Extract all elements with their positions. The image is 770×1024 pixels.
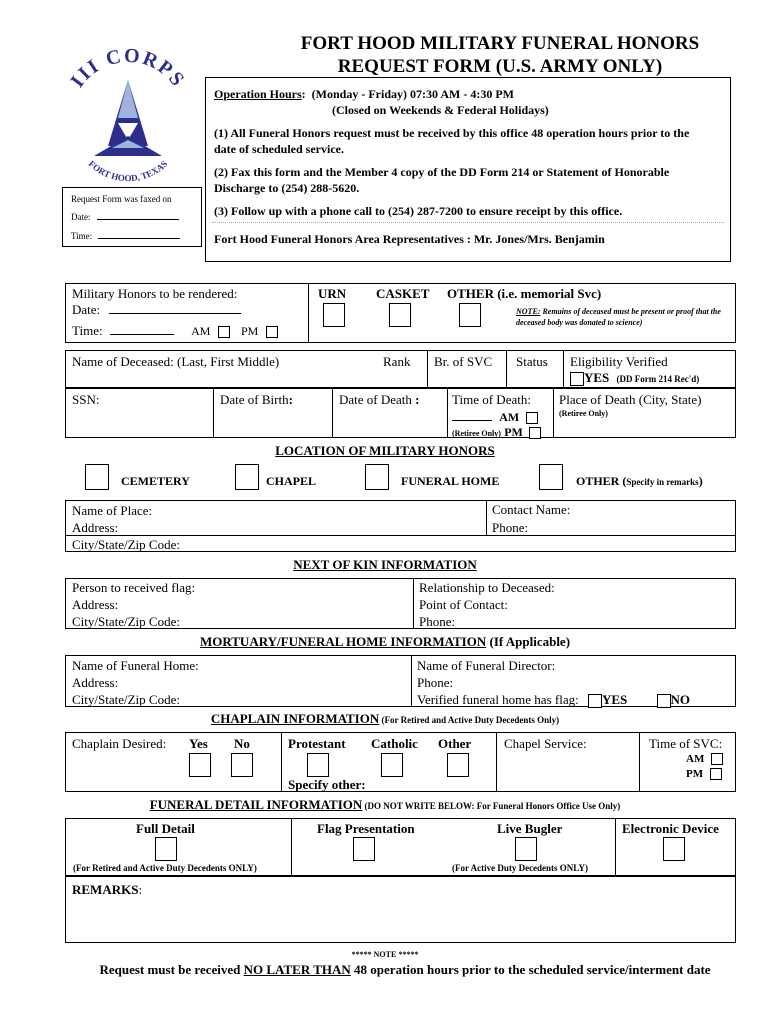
flag-yes-label: YES xyxy=(601,692,628,707)
fax-time-row xyxy=(71,231,180,241)
honors-date-row xyxy=(72,302,241,318)
other-checkbox[interactable] xyxy=(459,303,481,327)
contact-phone-label: Phone: xyxy=(492,520,529,535)
protestant-label: Protestant xyxy=(288,736,346,751)
nok-poc-label: Point of Contact: xyxy=(419,597,508,612)
chaplain-desired-label: Chaplain Desired: xyxy=(72,736,167,751)
instruction-3: (3) Follow up with a phone call to (254) 287-7200 to ensure receipt by this office. xyxy=(214,204,623,218)
instruction-2: (2) Fax this form and the Member 4 copy of the DD Form 214 or Statement of Honorable Discharge to (254) 288-5620. xyxy=(214,165,670,195)
op-hours-value: (Monday - Friday) 07:30 AM - 4:30 PM xyxy=(311,87,514,101)
honors-time-field[interactable] xyxy=(110,334,174,335)
live-bugler-checkbox[interactable] xyxy=(515,837,537,861)
fax-date-label: Date: xyxy=(71,212,91,222)
svc-am-checkbox[interactable] xyxy=(711,753,723,765)
time-of-svc-label: Time of SVC: xyxy=(649,736,723,751)
remarks-box[interactable] xyxy=(65,876,736,943)
footer-note: ***** NOTE ***** xyxy=(351,950,419,959)
eligibility-yes-label: YES xyxy=(584,370,610,385)
flag-verified-row xyxy=(417,691,690,708)
chaplain-no-label: No xyxy=(234,736,250,751)
remains-note xyxy=(516,306,731,328)
eligibility-yes-checkbox[interactable] xyxy=(570,372,584,386)
logo-bottom-text: FORT HOOD, TEXAS xyxy=(86,158,170,184)
nok-city-label: City/State/Zip Code: xyxy=(72,614,180,629)
remains-note-text: Remains of deceased must be present or proof that the deceased body was donated to science) xyxy=(516,307,721,327)
instruction-1: (1) All Funeral Honors request must be received by this office 48 operation hours prior to the date of scheduled service. xyxy=(214,126,690,156)
full-detail-label: Full Detail xyxy=(136,821,195,836)
remarks-label: REMARKS: xyxy=(72,882,143,897)
honors-time-row xyxy=(72,323,278,339)
place-city-label: City/State/Zip Code: xyxy=(72,537,180,552)
contact-name-label: Contact Name: xyxy=(492,502,571,517)
area-representatives: Fort Hood Funeral Honors Area Representatives : Mr. Jones/Mrs. Benjamin xyxy=(214,232,605,246)
funeral-home-address-label: Address: xyxy=(72,675,119,690)
tod-field[interactable] xyxy=(452,420,492,421)
title-line-2: REQUEST FORM (U.S. ARMY ONLY) xyxy=(337,56,663,77)
fax-box-title: Request Form was faxed on xyxy=(71,194,172,204)
chaplain-yes-checkbox[interactable] xyxy=(189,753,211,777)
honors-pm-label: PM xyxy=(240,324,259,338)
funeral-director-label: Name of Funeral Director: xyxy=(417,658,556,673)
protestant-checkbox[interactable] xyxy=(307,753,329,777)
svc-pm-label: PM xyxy=(686,768,704,780)
funeral-home-city-label: City/State/Zip Code: xyxy=(72,692,180,707)
svc-am-label: AM xyxy=(686,753,705,765)
remains-note-label: NOTE: xyxy=(516,307,541,316)
flag-presentation-label: Flag Presentation xyxy=(317,821,415,836)
nok-relationship-label: Relationship to Deceased: xyxy=(419,580,555,595)
flag-no-label: NO xyxy=(670,692,691,707)
honors-pm-checkbox[interactable] xyxy=(266,326,278,338)
full-detail-note: (For Retired and Active Duty Decedents ONLY) xyxy=(73,863,257,873)
iii-corps-logo xyxy=(58,48,198,188)
place-address-label: Address: xyxy=(72,520,119,535)
chaplain-other-checkbox[interactable] xyxy=(447,753,469,777)
electronic-device-checkbox[interactable] xyxy=(663,837,685,861)
title-line-1: FORT HOOD MILITARY FUNERAL HONORS xyxy=(300,33,700,54)
honors-label: Military Honors to be rendered: xyxy=(72,286,238,301)
deceased-row-1 xyxy=(65,350,736,388)
cemetery-label: CEMETERY xyxy=(121,474,190,488)
funeral-home-phone-label: Phone: xyxy=(417,675,454,690)
full-detail-checkbox[interactable] xyxy=(155,837,177,861)
funeral-home-name-label: Name of Funeral Home: xyxy=(72,658,199,673)
chaplain-heading: CHAPLAIN INFORMATION (For Retired and Active Duty Decedents Only) xyxy=(210,711,560,726)
chapel-checkbox[interactable] xyxy=(235,464,259,490)
nok-person-label: Person to received flag: xyxy=(72,580,196,595)
flag-verified-label: Verified funeral home has flag: xyxy=(417,692,579,707)
flag-presentation-checkbox[interactable] xyxy=(353,837,375,861)
pod-note: (Retiree Only) xyxy=(559,409,608,418)
mortuary-heading: MORTUARY/FUNERAL HOME INFORMATION (If Applicable) xyxy=(199,634,571,649)
tod-label: Time of Death: xyxy=(452,392,531,407)
cemetery-checkbox[interactable] xyxy=(85,464,109,490)
funeral-home-checkbox[interactable] xyxy=(365,464,389,490)
dob-label: Date of Birth: xyxy=(220,392,293,407)
flag-yes-checkbox[interactable] xyxy=(588,694,602,708)
honors-time-label: Time: xyxy=(72,323,103,338)
tod-am-checkbox[interactable] xyxy=(526,412,538,424)
footer-deadline: Request must be received NO LATER THAN 48 operation hours prior to the scheduled service/interment date xyxy=(99,962,711,977)
nok-address-label: Address: xyxy=(72,597,119,612)
chaplain-table xyxy=(65,732,736,792)
casket-label: CASKET xyxy=(376,286,430,301)
tod-am-row xyxy=(452,409,538,425)
deceased-row-2 xyxy=(65,388,736,438)
specify-other-label: Specify other: xyxy=(288,777,366,792)
honors-am-label: AM xyxy=(191,324,211,338)
fax-date-row xyxy=(71,212,179,222)
urn-label: URN xyxy=(318,286,347,301)
location-other-label: OTHER (Specify in remarks) xyxy=(576,474,703,488)
location-table xyxy=(65,500,736,552)
eligibility-label: Eligibility Verified xyxy=(570,354,668,369)
tod-am-label: AM xyxy=(499,410,520,424)
location-other-checkbox[interactable] xyxy=(539,464,563,490)
svc-am-row xyxy=(686,753,723,765)
funeral-home-label: FUNERAL HOME xyxy=(401,474,500,488)
divider xyxy=(212,222,724,223)
flag-no-checkbox[interactable] xyxy=(657,694,671,708)
honors-date-field[interactable] xyxy=(109,313,241,314)
fax-time-label: Time: xyxy=(71,231,93,241)
catholic-checkbox[interactable] xyxy=(381,753,403,777)
op-hours-label: Operation Hours xyxy=(214,87,302,101)
other-label: OTHER (i.e. memorial Svc) xyxy=(447,286,602,301)
fax-date-field[interactable] xyxy=(97,219,179,220)
chaplain-no-checkbox[interactable] xyxy=(231,753,253,777)
fax-box xyxy=(62,187,202,247)
info-box xyxy=(205,77,731,262)
rank-label: Rank xyxy=(383,354,411,369)
honors-date-label: Date: xyxy=(72,302,101,317)
dod-label: Date of Death : xyxy=(339,392,420,407)
tod-retiree-only: (Retiree Only) xyxy=(452,429,501,438)
dd214-note: (DD Form 214 Rec'd) xyxy=(616,374,700,384)
deceased-name-label: Name of Deceased: (Last, First Middle) xyxy=(72,354,280,369)
svc-pm-row xyxy=(686,768,722,780)
closed-note: (Closed on Weekends & Federal Holidays) xyxy=(332,103,549,117)
tod-pm-checkbox[interactable] xyxy=(529,427,541,439)
pod-label: Place of Death (City, State) xyxy=(559,392,702,407)
ssn-label: SSN: xyxy=(72,392,100,407)
electronic-device-label: Electronic Device xyxy=(622,821,719,836)
catholic-label: Catholic xyxy=(371,736,418,751)
mortuary-table xyxy=(65,655,736,707)
logo-top-text: III CORPS xyxy=(66,48,190,92)
name-of-place-label: Name of Place: xyxy=(72,503,153,518)
detail-heading: FUNERAL DETAIL INFORMATION (DO NOT WRITE BELOW: For Funeral Honors Office Use Only) xyxy=(149,797,621,812)
urn-checkbox[interactable] xyxy=(323,303,345,327)
chaplain-yes-label: Yes xyxy=(189,736,208,751)
casket-checkbox[interactable] xyxy=(389,303,411,327)
page-title xyxy=(240,32,760,78)
detail-table xyxy=(65,818,736,876)
honors-am-checkbox[interactable] xyxy=(218,326,230,338)
nok-heading: NEXT OF KIN INFORMATION xyxy=(293,557,477,572)
live-bugler-note: (For Active Duty Decedents ONLY) xyxy=(452,863,588,873)
eligibility-yes-row xyxy=(570,370,699,386)
tod-pm-row xyxy=(452,424,541,440)
location-heading: LOCATION OF MILITARY HONORS xyxy=(275,443,495,458)
fax-time-field[interactable] xyxy=(98,238,180,239)
nok-phone-label: Phone: xyxy=(419,614,456,629)
svg-text:FORT HOOD, TEXAS xyxy=(87,159,170,184)
live-bugler-label: Live Bugler xyxy=(497,821,563,836)
tod-pm-label: PM xyxy=(504,425,523,439)
chaplain-other-label: Other xyxy=(438,736,472,751)
nok-table xyxy=(65,578,736,629)
chapel-service-label: Chapel Service: xyxy=(504,736,587,751)
status-label: Status xyxy=(516,354,548,369)
honors-box xyxy=(65,283,736,343)
operation-hours: Operation Hours: (Monday - Friday) 07:30 AM - 4:30 PM xyxy=(214,87,514,101)
svc-pm-checkbox[interactable] xyxy=(710,768,722,780)
chapel-label: CHAPEL xyxy=(266,474,317,488)
branch-label: Br. of SVC xyxy=(434,354,493,369)
